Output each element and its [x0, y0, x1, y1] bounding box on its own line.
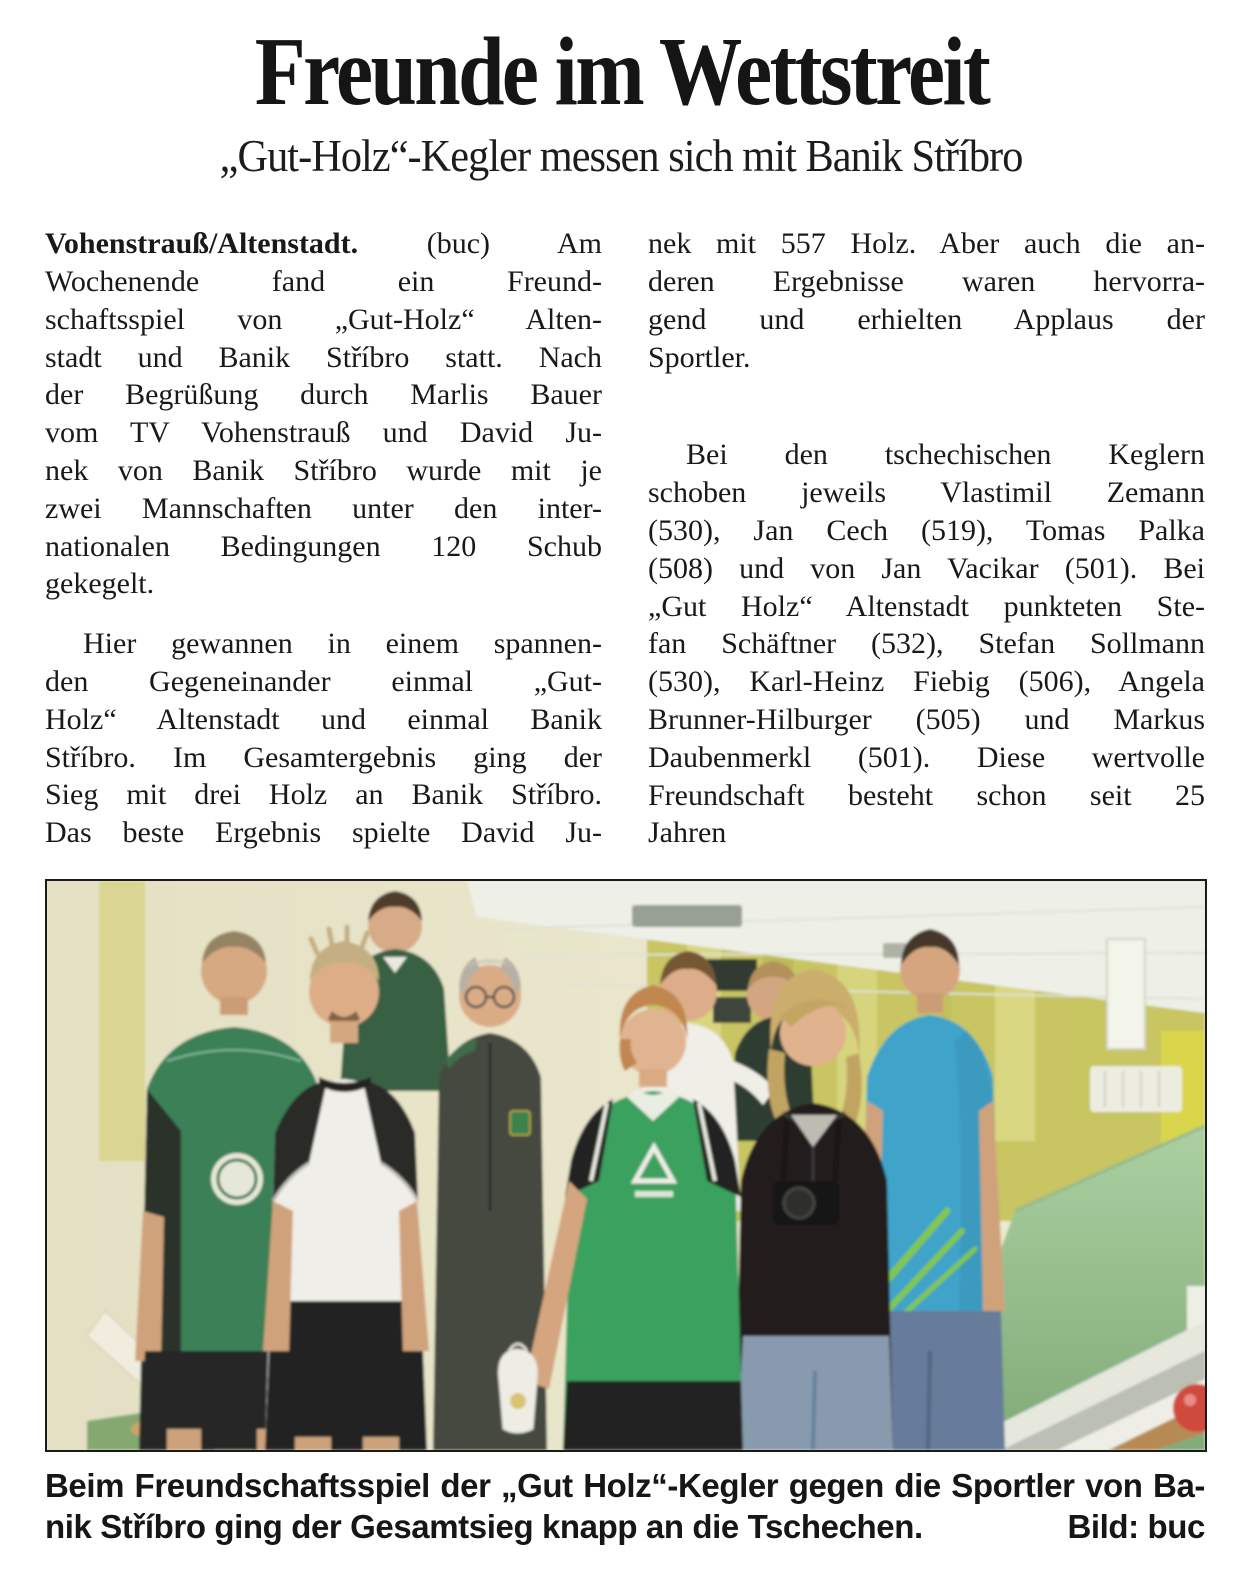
text-line: deren Ergebnisse waren hervorra-	[648, 265, 1205, 299]
text-line: fan Schäftner (532), Stefan Sollmann	[648, 627, 1205, 661]
text-line: Das beste Ergebnis spielte David Ju-	[45, 816, 602, 850]
text-line: gend und erhielten Applaus der	[648, 302, 1205, 336]
text-line-rest: (buc) Am	[358, 227, 602, 261]
text-line: der Begrüßung durch Marlis Bauer	[45, 378, 602, 412]
text-line: Freundschaft besteht schon seit 25	[648, 778, 1205, 812]
text-line: gekegelt.	[45, 567, 155, 601]
article-photo	[45, 879, 1207, 1452]
column-right	[648, 225, 1205, 855]
text-line: schoben jeweils Vlastimil Zemann	[648, 476, 1205, 510]
text-line: schaftsspiel von „Gut-Holz“ Alten-	[45, 302, 602, 336]
text-line: stadt und Banik Stříbro statt. Nach	[45, 340, 602, 374]
text-line: nek mit 557 Holz. Aber auch die an-	[648, 227, 1205, 261]
photo-illustration	[47, 881, 1205, 1450]
text-line: (508) und von Jan Vacikar (501). Bei	[648, 551, 1205, 585]
text-line: Brunner-Hilburger (505) und Markus	[648, 703, 1205, 737]
photo-scene	[47, 881, 1205, 1450]
text-line: nek von Banik Stříbro wurde mit je	[45, 454, 602, 488]
photo-caption	[45, 1465, 1205, 1547]
text-line	[45, 225, 602, 263]
text-line: (530), Jan Cech (519), Tomas Palka	[648, 514, 1205, 548]
text-line: Daubenmerkl (501). Diese wertvolle	[648, 740, 1205, 774]
text-line: vom TV Vohenstrauß und David Ju-	[45, 416, 602, 450]
text-line: zwei Mannschaften unter den inter-	[45, 491, 602, 525]
text-line: Wochenende fand ein Freund-	[45, 265, 602, 299]
article-subtitle-text: „Gut-Holz“-Kegler messen sich mit Banik Stříbro	[220, 130, 1023, 181]
caption-line-2	[45, 1506, 1205, 1547]
article-header	[0, 18, 1243, 181]
caption-credit: Bild: buc	[1067, 1508, 1205, 1546]
dateline: Vohenstrauß/Altenstadt.	[45, 227, 359, 261]
text-line: Sportler.	[648, 340, 751, 374]
caption-line-1: Beim Freundschaftsspiel der „Gut Holz“-Kegler gegen die Sportler von Ba-	[45, 1467, 1205, 1505]
caption-line-2-text: nik Stříbro ging der Gesamtsieg knapp an die Tschechen.	[45, 1508, 923, 1546]
text-line: „Gut Holz“ Altenstadt punkteten Ste-	[648, 589, 1205, 623]
article-subtitle	[0, 131, 1243, 181]
text-line: Jahren	[648, 816, 727, 850]
article-title-text: Freunde im Wettstreit	[254, 18, 989, 125]
article-title	[0, 18, 1243, 125]
text-line: Hier gewannen in einem spannen-	[83, 627, 602, 661]
text-line: Stříbro. Im Gesamtergebnis ging der	[45, 740, 602, 774]
text-line: Holz“ Altenstadt und einmal Banik	[45, 702, 602, 736]
text-line: nationalen Bedingungen 120 Schub	[45, 529, 602, 563]
text-line: Sieg mit drei Holz an Banik Stříbro.	[45, 778, 602, 812]
text-line: den Gegeneinander einmal „Gut-	[45, 665, 602, 699]
text-line: Bei den tschechischen Keglern	[686, 438, 1205, 472]
article-body	[45, 225, 1205, 855]
text-line: (530), Karl-Heinz Fiebig (506), Angela	[648, 665, 1205, 699]
column-left	[45, 225, 602, 855]
